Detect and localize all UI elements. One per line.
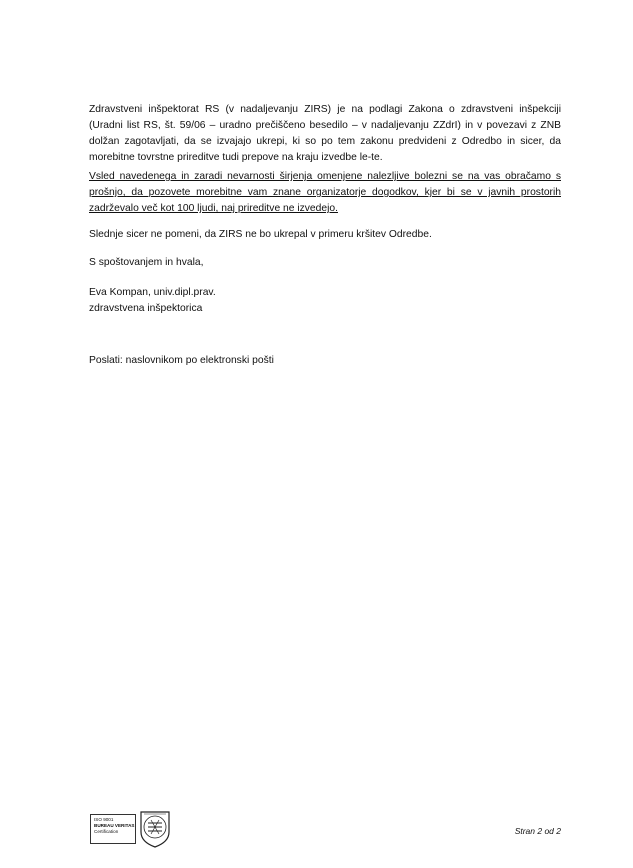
paragraph-note: Slednje sicer ne pomeni, da ZIRS ne bo ukrepal v primeru kršitev Odredbe.	[89, 229, 432, 240]
signature-name: Eva Kompan, univ.dipl.prav.	[89, 287, 216, 298]
page-number: Stran 2 od 2	[514, 826, 561, 836]
closing-greeting: S spoštovanjem in hvala,	[89, 257, 204, 268]
paragraph-line: dolžan zagotavljati, da se izvajajo ukrepi, ki so po tem zakonu predvideni z Odredbo in sicer, da	[89, 136, 561, 147]
paragraph-line: Vsled navedenega in zaradi nevarnosti širjenja omenjene nalezljive bolezni se na vas obračamo s	[89, 171, 561, 182]
signature-block	[89, 285, 561, 317]
signature-title: zdravstvena inšpektorica	[89, 303, 203, 314]
bureau-veritas-seal-icon	[137, 808, 173, 848]
cert-label: Certification	[94, 829, 119, 834]
cert-iso-label: ISO 9001	[94, 817, 114, 822]
paragraph-line: (Uradni list RS, št. 59/06 – uradno prečiščeno besedilo – v nadaljevanju ZZdrI) in v povezavi z ZNB	[89, 120, 561, 131]
paragraph-line: zadrževalo več kot 100 ljudi, naj prireditve ne izvedejo.	[89, 203, 338, 214]
distribution-note: Poslati: naslovnikom po elektronski pošti	[89, 355, 274, 366]
certification-logo	[90, 814, 170, 858]
cert-org-label: BUREAU VERITAS	[94, 823, 135, 828]
paragraph-line: prošnjo, da pozovete morebitne vam znane organizatorje dogodkov, kjer bi se v javnih prostorih	[89, 187, 561, 198]
paragraph-line: Zdravstveni inšpektorat RS (v nadaljevanju ZIRS) je na podlagi Zakona o zdravstveni inšpekciji	[89, 104, 561, 115]
paragraph-line: morebitne tovrstne prireditve tudi prepove na kraju izvedbe le-te.	[89, 152, 383, 163]
paragraph-request	[89, 169, 561, 217]
bureau-veritas-badge	[90, 814, 136, 844]
paragraph-legal-basis	[89, 102, 561, 166]
